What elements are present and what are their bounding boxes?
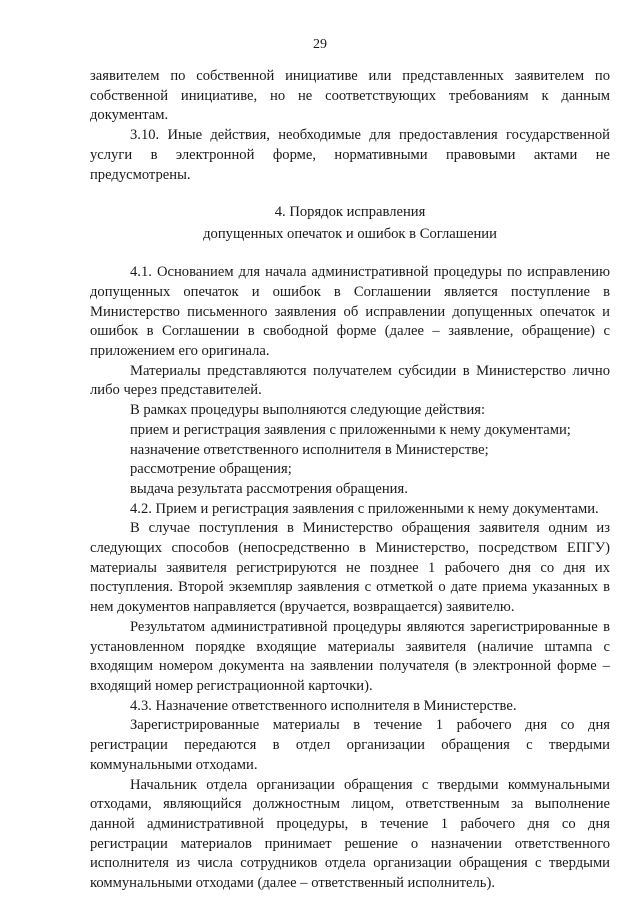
- list-item: прием и регистрация заявления с приложенными к нему документами;: [130, 421, 571, 438]
- list-item: выдача результата рассмотрения обращения.: [130, 480, 408, 497]
- section-heading: [90, 201, 610, 245]
- paragraph: Результатом административной процедуры являются зарегистрированные в установленном порядке входящие материалы заявителя (наличие штампа с входящим номером документа на заявлении получателя (в электронной форме – входящий номер регистрационной карточки).: [90, 618, 610, 694]
- document-body: [90, 67, 610, 894]
- paragraph: В случае поступления в Министерство обращения заявителя одним из следующих способов (непосредственно в Министерство, посредством ЕПГУ) материалы заявителя регистрируются не позднее 1 рабочего дня со дня их поступления. Второй экземпляр заявления с отметкой о дате приема указанных в нем документов направляется (вручается, возвращается) заявителю.: [90, 520, 610, 616]
- section-heading-line: 4. Порядок исправления: [274, 204, 426, 221]
- paragraph: 4.3. Назначение ответственного исполнителя в Министерстве.: [130, 697, 517, 714]
- paragraph: Начальник отдела организации обращения с твердыми коммунальными отходами, являющийся должностным лицом, ответственным за выполнение данной административной процедуры, в течение 1 рабочего дня со дня регистрации материалов принимает решение о назначении ответственного исполнителя из числа сотрудников отдела организации обращения с твердыми коммунальными отходами (далее – ответственный исполнитель).: [90, 776, 610, 892]
- list-item: назначение ответственного исполнителя в Министерстве;: [130, 441, 489, 458]
- section-heading-line: допущенных опечаток и ошибок в Соглашении: [203, 226, 497, 243]
- paragraph: 3.10. Иные действия, необходимые для предоставления государственной услуги в электронной форме, нормативными правовыми актами не предусмотрены.: [90, 127, 610, 183]
- paragraph: заявителем по собственной инициативе или представленных заявителем по собственной инициативе, но не соответствующих требованиям к данным документам.: [90, 68, 610, 124]
- paragraph: Материалы представляются получателем субсидии в Министерство лично либо через представителей.: [90, 362, 610, 399]
- paragraph: 4.1. Основанием для начала административной процедуры по исправлению допущенных опечаток и ошибок в Соглашении является поступление в Министерство письменного заявления об исправлении допущенных опечаток и ошибок в Соглашении в свободной форме (далее – заявление, обращение) с приложением его оригинала.: [90, 264, 610, 360]
- paragraph: В рамках процедуры выполняются следующие действия:: [130, 402, 486, 419]
- paragraph: Зарегистрированные материалы в течение 1 рабочего дня со дня регистрации передаются в отдел организации обращения с твердыми коммунальными отходами.: [90, 717, 610, 773]
- page-number: 29: [313, 37, 327, 52]
- list-item: рассмотрение обращения;: [130, 461, 292, 478]
- paragraph: 4.2. Прием и регистрация заявления с приложенными к нему документами.: [130, 500, 599, 517]
